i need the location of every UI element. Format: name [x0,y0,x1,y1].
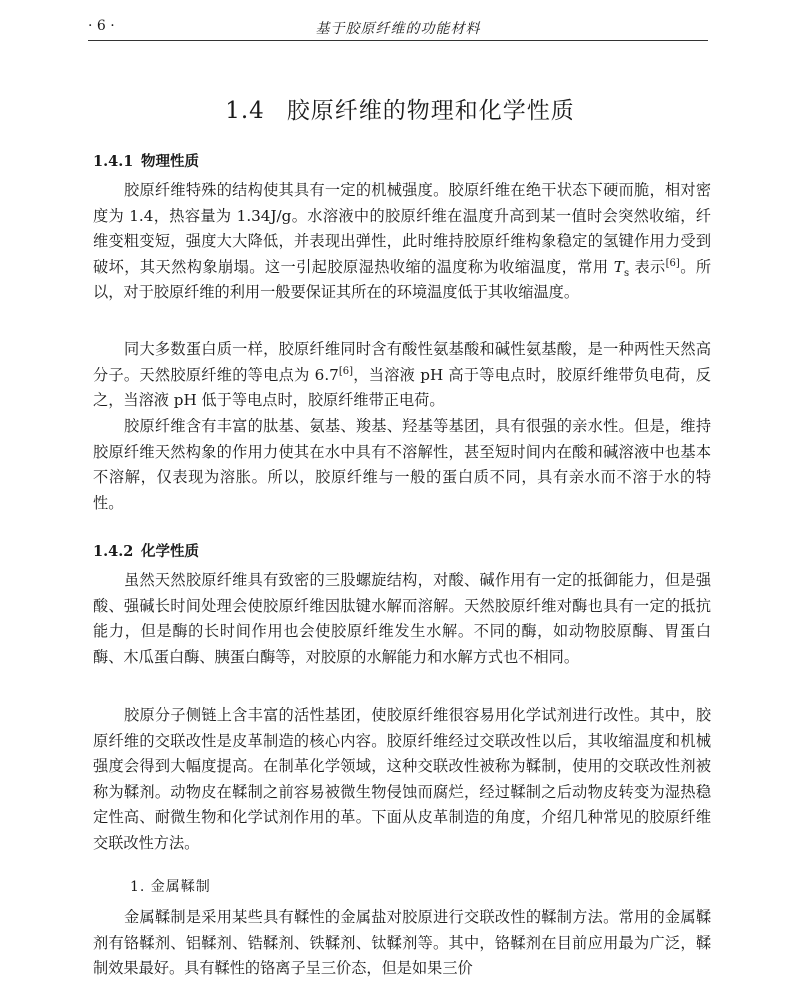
paragraph-physical-2 [93,337,711,414]
paragraph-physical-1 [93,178,711,306]
paragraph-physical-3: 胶原纤维含有丰富的肽基、氨基、羧基、羟基等基团，具有很强的亲水性。但是，维持胶原纤维天然构象的作用力使其在水中具有不溶解性，甚至短时间内在酸和碱溶液中也基本不溶解，仅表现为溶胀。所以，胶原纤维与一般的蛋白质不同，具有亲水而不溶于水的特性。 [93,417,711,512]
subsection-heading-physical [93,150,199,171]
running-header [88,18,708,41]
paragraph-chemical-2: 胶原分子侧链上含丰富的活性基团，使胶原纤维很容易用化学试剂进行改性。其中，胶原纤维的交联改性是皮革制造的核心内容。胶原纤维经过交联改性以后，其收缩温度和机械强度会得到大幅度提高。在制革化学领域，这种交联改性被称为鞣制，使用的交联改性剂被称为鞣剂。动物皮在鞣制之前容易被微生物侵蚀而腐烂，经过鞣制之后动物皮转变为湿热稳定性高、耐微生物和化学试剂作用的革。下面从皮革制造的角度，介绍几种常见的胶原纤维交联改性方法。 [93,706,711,852]
paragraph-metal-tanning: 金属鞣制是采用某些具有鞣性的金属盐对胶原进行交联改性的鞣制方法。常用的金属鞣剂有铬鞣剂、铝鞣剂、锆鞣剂、铁鞣剂、钛鞣剂等。其中，铬鞣剂在目前应用最为广泛，鞣制效果最好。具有鞣性的铬离子呈三价态，但是如果三价 [93,908,711,977]
paragraph-chemical-1: 虽然天然胶原纤维具有致密的三股螺旋结构，对酸、碱作用有一定的抵御能力，但是强酸、强碱长时间处理会使胶原纤维因肽键水解而溶解。天然胶原纤维对酶也具有一定的抵抗能力，但是酶的长时间作用也会使胶原纤维发生水解。不同的酶，如动物胶原酶、胃蛋白酶、木瓜蛋白酶、胰蛋白酶等，对胶原的水解能力和水解方式也不相同。 [93,571,711,666]
text-run: 胶原纤维特殊的结构使其具有一定的机械强度。胶原纤维在绝干状态下硬而脆，相对密度为 1.4，热容量为 1.34J/g。水溶液中的胶原纤维在温度升高到某一值时会突然收缩，纤维变粗变短，强度大大降低，并表现出弹性，此时维持胶原纤维构象稳定的氢键作用力受到破坏，其天然构象崩塌。这一引起胶原湿热收缩的温度称为收缩温度，常用 [93,181,711,276]
text-run: 。所以，对于胶原纤维的利用一般要保证其所在的环境温度低于其收缩温度。 [93,257,712,301]
citation: [6] [665,257,680,269]
section-number: 1.4 [225,98,265,124]
text-run: ，当溶液 pH 高于等电点时，胶原纤维带负电荷，反之，当溶液 pH 低于等电点时，胶原纤维带正电荷。 [93,365,711,409]
subsection-title: 化学性质 [141,543,199,560]
running-title: 基于胶原纤维的功能材料 [315,21,481,37]
page-number: · 6 · [88,18,115,34]
list-item-heading: 1. 金属鞣制 [130,879,211,895]
section-heading [0,92,800,125]
subsection-number: 1.4.1 [93,153,134,170]
symbol: T [613,257,624,276]
subsection-heading-chemical [93,540,199,561]
subsection-number: 1.4.2 [93,543,134,560]
text-run: 表示 [629,257,666,276]
text-run: 同大多数蛋白质一样，胶原纤维同时含有酸性氨基酸和碱性氨基酸，是一种两性天然高分子。天然胶原纤维的等电点为 6.7 [93,340,711,384]
section-title: 胶原纤维的物理和化学性质 [286,98,575,124]
subsection-title: 物理性质 [141,153,199,170]
citation: [6] [338,365,353,377]
symbol-subscript: s [623,267,630,279]
